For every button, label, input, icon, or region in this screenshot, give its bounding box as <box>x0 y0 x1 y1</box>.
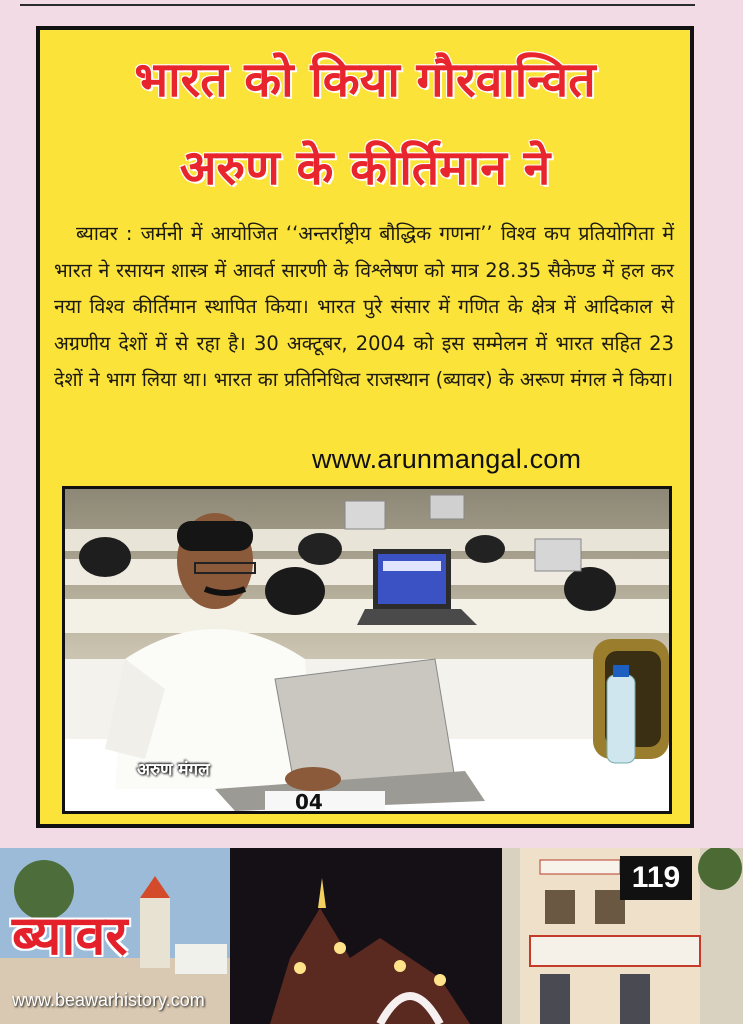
page-number-badge: 119 <box>620 856 692 900</box>
top-rule <box>20 0 695 6</box>
svg-text:04: 04 <box>295 790 323 811</box>
footer-photo-strip <box>0 848 743 1024</box>
photo-caption: अरुण मंगल <box>137 760 210 780</box>
article-panel <box>36 26 694 828</box>
headline-line-1: भारत को किया गौरवान्वित <box>134 52 596 108</box>
footer-brand: ब्यावर <box>12 904 128 967</box>
footer-website-link[interactable]: www.beawarhistory.com <box>12 990 205 1010</box>
headline-line-2: अरुण के कीर्तिमान ने <box>179 140 551 196</box>
article-website-link[interactable]: www.arunmangal.com <box>312 444 582 474</box>
article-photo <box>62 486 672 814</box>
article-body: ब्यावर : जर्मनी में आयोजित ‘‘अन्तर्राष्ट्रीय बौद्धिक गणना’’ विश्व कप प्रतियोगिता में भारत ने रसायन शास्त्र में आवर्त सारणी के विश्लेषण को मात्र 28.35 सैकेण्ड में हल कर नया विश्व कीर्तिमान स्थापित किया। भारत पुरे संसार में गणित के क्षेत्र में आदिकाल से अग्रणीय देशों में से रहा है। 30 अक्टूबर, 2004 को इस सम्मेलन में भारत सहित 23 देशों ने भाग लिया था। भारत का प्रतिनिधित्व राजस्थान (ब्यावर) के अरूण मंगल ने किया। <box>54 222 674 392</box>
